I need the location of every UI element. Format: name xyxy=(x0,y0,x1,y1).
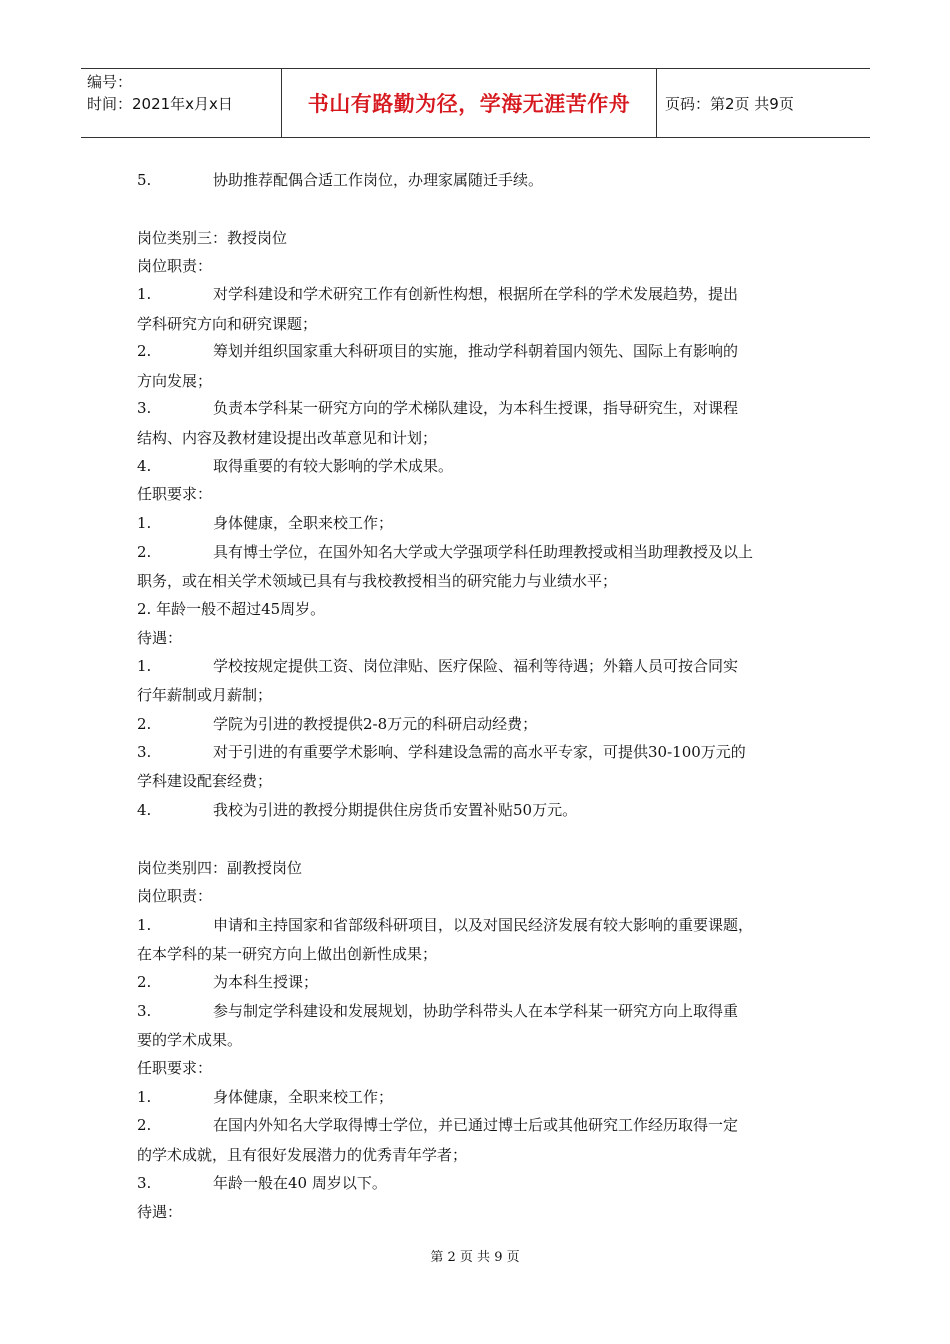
page-info: 页码：第2页 共9页 xyxy=(665,94,794,113)
list-number: 2. xyxy=(137,973,152,991)
text-line xyxy=(137,398,738,418)
text-line xyxy=(137,656,738,676)
list-number: 1. xyxy=(137,916,152,934)
text-line xyxy=(137,513,393,533)
list-number: 1. xyxy=(137,285,152,303)
line-text: 学科研究方向和研究课题； xyxy=(137,315,318,333)
list-number: 2. xyxy=(137,715,152,733)
text-line xyxy=(137,1145,467,1165)
motto: 书山有路勤为径，学海无涯苦作舟 xyxy=(282,69,657,137)
text-line xyxy=(137,685,272,705)
line-text: 岗位类别三：教授岗位 xyxy=(137,229,288,247)
list-number: 2. xyxy=(137,1116,152,1134)
line-text: 岗位职责： xyxy=(137,257,213,275)
line-text: 在国内外知名大学取得博士学位，并已通过博士后或其他研究工作经历取得一定 xyxy=(213,1116,739,1134)
list-number: 3. xyxy=(137,743,152,761)
line-text: 学校按规定提供工资、岗位津贴、医疗保险、福利等待遇；外籍人员可按合同实 xyxy=(213,657,739,675)
text-line xyxy=(137,1173,387,1193)
text-line xyxy=(137,714,537,734)
line-text: 年龄一般在40 周岁以下。 xyxy=(213,1174,387,1192)
line-text: 负责本学科某一研究方向的学术梯队建设，为本科生授课，指导研究生，对课程 xyxy=(213,399,739,417)
line-text: 对于引进的有重要学术影响、学科建设急需的高水平专家，可提供30-100万元的 xyxy=(213,743,746,761)
text-line xyxy=(137,1087,393,1107)
text-line xyxy=(137,428,437,448)
line-text: 协助推荐配偶合适工作岗位，办理家属随迁手续。 xyxy=(213,171,544,189)
text-line xyxy=(137,944,437,964)
line-text: 2. 年龄一般不超过45周岁。 xyxy=(137,600,326,618)
line-text: 任职要求： xyxy=(137,485,213,503)
text-line xyxy=(137,371,212,391)
text-line xyxy=(137,1001,738,1021)
list-number: 1. xyxy=(137,1088,152,1106)
text-line xyxy=(137,228,287,248)
line-text: 具有博士学位，在国外知名大学或大学强项学科任助理教授或相当助理教授及以上 xyxy=(213,543,754,561)
list-number: 3. xyxy=(137,1174,152,1192)
line-text: 对学科建设和学术研究工作有创新性构想，根据所在学科的学术发展趋势，提出 xyxy=(213,285,739,303)
text-line xyxy=(137,972,318,992)
line-text: 参与制定学科建设和发展规划，协助学科带头人在本学科某一研究方向上取得重 xyxy=(213,1002,739,1020)
text-line xyxy=(137,858,302,878)
text-line xyxy=(137,1202,182,1222)
line-text: 申请和主持国家和省部级科研项目，以及对国民经济发展有较大影响的重要课题， xyxy=(213,916,754,934)
text-line xyxy=(137,170,543,190)
line-text: 要的学术成果。 xyxy=(137,1031,243,1049)
text-line xyxy=(137,456,453,476)
list-number: 3. xyxy=(137,399,152,417)
date-label: 时间：2021年x月x日 xyxy=(87,95,233,113)
text-line xyxy=(137,742,746,762)
id-label: 编号： xyxy=(87,73,133,91)
line-text: 我校为引进的教授分期提供住房货币安置补贴50万元。 xyxy=(213,801,578,819)
line-text: 为本科生授课； xyxy=(213,973,319,991)
text-line xyxy=(137,599,325,619)
list-number: 2. xyxy=(137,543,152,561)
text-line xyxy=(137,284,738,304)
line-text: 待遇： xyxy=(137,1203,183,1221)
line-text: 结构、内容及教材建设提出改革意见和计划； xyxy=(137,429,438,447)
line-text: 方向发展； xyxy=(137,372,213,390)
line-text: 行年薪制或月薪制； xyxy=(137,686,273,704)
text-line xyxy=(137,628,182,648)
list-number: 2. xyxy=(137,342,152,360)
text-line xyxy=(137,1030,242,1050)
text-line xyxy=(137,314,317,334)
line-text: 筹划并组织国家重大科研项目的实施，推动学科朝着国内领先、国际上有影响的 xyxy=(213,342,739,360)
text-line xyxy=(137,571,617,591)
line-text: 岗位职责： xyxy=(137,887,213,905)
text-line xyxy=(137,341,738,361)
list-number: 3. xyxy=(137,1002,152,1020)
line-text: 的学术成就，且有很好发展潜力的优秀青年学者； xyxy=(137,1146,468,1164)
line-text: 在本学科的某一研究方向上做出创新性成果； xyxy=(137,945,438,963)
list-number: 1. xyxy=(137,514,152,532)
line-text: 学院为引进的教授提供2-8万元的科研启动经费； xyxy=(213,715,538,733)
text-line xyxy=(137,256,212,276)
list-number: 4. xyxy=(137,801,152,819)
line-text: 待遇： xyxy=(137,629,183,647)
text-line xyxy=(137,886,212,906)
text-line xyxy=(137,484,212,504)
text-line xyxy=(137,771,272,791)
list-number: 1. xyxy=(137,657,152,675)
list-number: 4. xyxy=(137,457,152,475)
text-line xyxy=(137,1115,738,1135)
line-text: 职务，或在相关学术领域已具有与我校教授相当的研究能力与业绩水平； xyxy=(137,572,618,590)
text-line xyxy=(137,542,753,562)
text-line xyxy=(137,915,753,935)
line-text: 取得重要的有较大影响的学术成果。 xyxy=(213,457,454,475)
line-text: 身体健康，全职来校工作； xyxy=(213,514,394,532)
header-meta xyxy=(81,69,282,137)
line-text: 任职要求： xyxy=(137,1059,213,1077)
text-line xyxy=(137,800,577,820)
list-number: 5. xyxy=(137,171,152,189)
text-line xyxy=(137,1058,212,1078)
page-footer: 第 2 页 共 9 页 xyxy=(430,1250,520,1265)
line-text: 身体健康，全职来校工作； xyxy=(213,1088,394,1106)
page-header xyxy=(81,68,870,138)
line-text: 学科建设配套经费； xyxy=(137,772,273,790)
line-text: 岗位类别四：副教授岗位 xyxy=(137,859,303,877)
